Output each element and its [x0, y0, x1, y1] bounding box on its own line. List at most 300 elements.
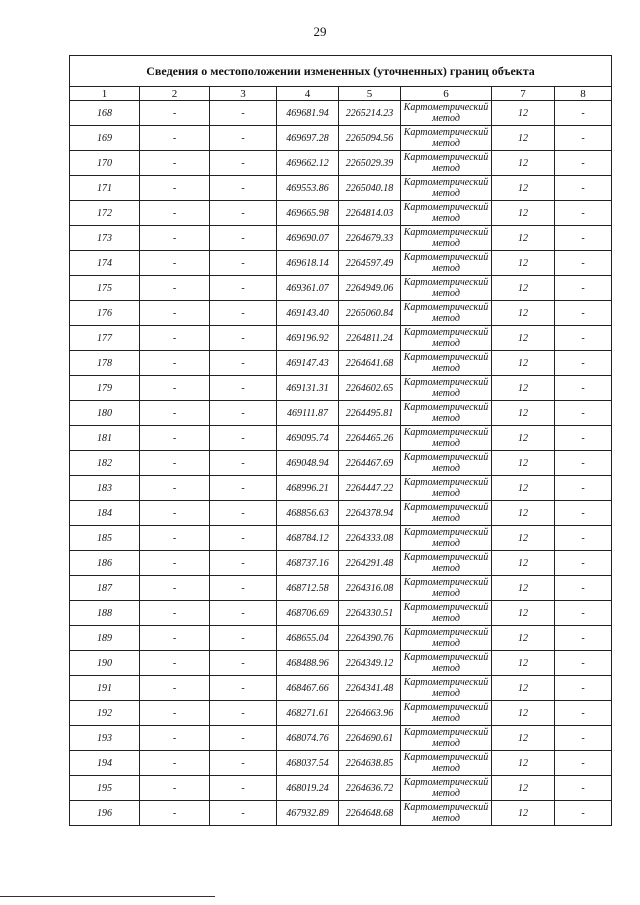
table-row: [70, 351, 612, 376]
table-row: [70, 651, 612, 676]
column-3-cell: -: [210, 201, 277, 226]
method-line-1: Картометрический: [403, 802, 489, 813]
point-number-cell: 173: [70, 226, 140, 251]
column-3-cell: -: [210, 626, 277, 651]
point-number-cell: 171: [70, 176, 140, 201]
y-coordinate-cell: 2264330.51: [339, 601, 401, 626]
column-3-cell: -: [210, 576, 277, 601]
method-cell: [401, 526, 492, 551]
point-number-cell: 196: [70, 801, 140, 826]
column-3-cell: -: [210, 301, 277, 326]
column-8-cell: -: [555, 376, 612, 401]
column-2-cell: -: [140, 276, 210, 301]
table-row: [70, 401, 612, 426]
method-line-1: Картометрический: [403, 177, 489, 188]
x-coordinate-cell: 469143.40: [277, 301, 339, 326]
x-coordinate-cell: 468996.21: [277, 476, 339, 501]
method-line-1: Картометрический: [403, 102, 489, 113]
y-coordinate-cell: 2264597.49: [339, 251, 401, 276]
x-coordinate-cell: 469131.31: [277, 376, 339, 401]
accuracy-cell: 12: [492, 351, 555, 376]
column-2-cell: -: [140, 501, 210, 526]
accuracy-cell: 12: [492, 426, 555, 451]
point-number-cell: 192: [70, 701, 140, 726]
column-2-cell: -: [140, 426, 210, 451]
point-number-cell: 174: [70, 251, 140, 276]
column-2-cell: -: [140, 476, 210, 501]
table-row: [70, 176, 612, 201]
table-row: [70, 576, 612, 601]
method-line-2: метод: [432, 738, 460, 749]
column-3-cell: -: [210, 226, 277, 251]
method-line-1: Картометрический: [403, 227, 489, 238]
point-number-cell: 181: [70, 426, 140, 451]
column-8-cell: -: [555, 301, 612, 326]
point-number-cell: 170: [70, 151, 140, 176]
method-cell: [401, 501, 492, 526]
method-cell: [401, 326, 492, 351]
method-cell: [401, 776, 492, 801]
accuracy-cell: 12: [492, 226, 555, 251]
method-line-1: Картометрический: [403, 252, 489, 263]
method-line-2: метод: [432, 613, 460, 624]
table-row: [70, 276, 612, 301]
y-coordinate-cell: 2264638.85: [339, 751, 401, 776]
point-number-cell: 188: [70, 601, 140, 626]
method-line-1: Картометрический: [403, 602, 489, 613]
method-cell: [401, 376, 492, 401]
point-number-cell: 176: [70, 301, 140, 326]
column-3-cell: -: [210, 451, 277, 476]
column-3-cell: -: [210, 326, 277, 351]
column-2-cell: -: [140, 226, 210, 251]
y-coordinate-cell: 2264814.03: [339, 201, 401, 226]
y-coordinate-cell: 2264378.94: [339, 501, 401, 526]
accuracy-cell: 12: [492, 376, 555, 401]
table-row: [70, 226, 612, 251]
x-coordinate-cell: 468488.96: [277, 651, 339, 676]
column-number-row: [70, 87, 612, 101]
y-coordinate-cell: 2265040.18: [339, 176, 401, 201]
column-2-cell: -: [140, 626, 210, 651]
column-8-cell: -: [555, 151, 612, 176]
method-line-1: Картометрический: [403, 352, 489, 363]
method-line-1: Картометрический: [403, 452, 489, 463]
x-coordinate-cell: 468271.61: [277, 701, 339, 726]
method-line-1: Картометрический: [403, 427, 489, 438]
method-cell: [401, 676, 492, 701]
method-line-2: метод: [432, 538, 460, 549]
column-3-cell: -: [210, 676, 277, 701]
column-3-cell: -: [210, 101, 277, 126]
column-2-cell: -: [140, 801, 210, 826]
method-line-2: метод: [432, 563, 460, 574]
y-coordinate-cell: 2264341.48: [339, 676, 401, 701]
x-coordinate-cell: 469361.07: [277, 276, 339, 301]
method-line-2: метод: [432, 288, 460, 299]
column-2-cell: -: [140, 701, 210, 726]
method-cell: [401, 126, 492, 151]
table-row: [70, 426, 612, 451]
method-cell: [401, 726, 492, 751]
x-coordinate-cell: 469196.92: [277, 326, 339, 351]
accuracy-cell: 12: [492, 251, 555, 276]
accuracy-cell: 12: [492, 451, 555, 476]
table-row: [70, 326, 612, 351]
table-row: [70, 776, 612, 801]
method-line-1: Картометрический: [403, 502, 489, 513]
accuracy-cell: 12: [492, 526, 555, 551]
x-coordinate-cell: 469048.94: [277, 451, 339, 476]
method-line-1: Картометрический: [403, 377, 489, 388]
column-3-cell: -: [210, 376, 277, 401]
point-number-cell: 195: [70, 776, 140, 801]
method-line-1: Картометрический: [403, 152, 489, 163]
accuracy-cell: 12: [492, 776, 555, 801]
point-number-cell: 180: [70, 401, 140, 426]
column-2-cell: -: [140, 176, 210, 201]
y-coordinate-cell: 2265060.84: [339, 301, 401, 326]
column-3-cell: -: [210, 776, 277, 801]
column-3-cell: -: [210, 251, 277, 276]
table-row: [70, 551, 612, 576]
column-3-cell: -: [210, 751, 277, 776]
table-row: [70, 101, 612, 126]
y-coordinate-cell: 2264949.06: [339, 276, 401, 301]
column-3-cell: -: [210, 151, 277, 176]
column-3-cell: -: [210, 426, 277, 451]
column-2-cell: -: [140, 651, 210, 676]
y-coordinate-cell: 2265214.23: [339, 101, 401, 126]
column-8-cell: -: [555, 176, 612, 201]
column-8-cell: -: [555, 126, 612, 151]
x-coordinate-cell: 469095.74: [277, 426, 339, 451]
column-2-cell: -: [140, 451, 210, 476]
column-8-cell: -: [555, 676, 612, 701]
column-2-cell: -: [140, 126, 210, 151]
column-8-cell: -: [555, 401, 612, 426]
column-8-cell: -: [555, 326, 612, 351]
accuracy-cell: 12: [492, 401, 555, 426]
x-coordinate-cell: 467932.89: [277, 801, 339, 826]
method-cell: [401, 151, 492, 176]
column-2-cell: -: [140, 601, 210, 626]
point-number-cell: 184: [70, 501, 140, 526]
method-line-2: метод: [432, 588, 460, 599]
point-number-cell: 169: [70, 126, 140, 151]
boundary-table-container: [69, 55, 611, 826]
column-8-cell: -: [555, 726, 612, 751]
method-cell: [401, 276, 492, 301]
column-8-cell: -: [555, 201, 612, 226]
column-2-cell: -: [140, 551, 210, 576]
x-coordinate-cell: 469147.43: [277, 351, 339, 376]
column-8-cell: -: [555, 276, 612, 301]
accuracy-cell: 12: [492, 301, 555, 326]
table-row: [70, 726, 612, 751]
accuracy-cell: 12: [492, 651, 555, 676]
point-number-cell: 185: [70, 526, 140, 551]
method-cell: [401, 226, 492, 251]
accuracy-cell: 12: [492, 701, 555, 726]
method-line-1: Картометрический: [403, 552, 489, 563]
table-row: [70, 526, 612, 551]
method-cell: [401, 551, 492, 576]
column-2-cell: -: [140, 201, 210, 226]
column-3-cell: -: [210, 526, 277, 551]
accuracy-cell: 12: [492, 726, 555, 751]
table-row: [70, 126, 612, 151]
column-8-cell: -: [555, 651, 612, 676]
table-row: [70, 626, 612, 651]
method-cell: [401, 626, 492, 651]
method-line-2: метод: [432, 363, 460, 374]
point-number-cell: 182: [70, 451, 140, 476]
y-coordinate-cell: 2265029.39: [339, 151, 401, 176]
method-line-2: метод: [432, 313, 460, 324]
column-header: 7: [492, 87, 555, 101]
x-coordinate-cell: 468037.54: [277, 751, 339, 776]
column-3-cell: -: [210, 176, 277, 201]
table-row: [70, 251, 612, 276]
x-coordinate-cell: 469681.94: [277, 101, 339, 126]
method-cell: [401, 476, 492, 501]
point-number-cell: 178: [70, 351, 140, 376]
method-line-1: Картометрический: [403, 277, 489, 288]
accuracy-cell: 12: [492, 126, 555, 151]
y-coordinate-cell: 2264811.24: [339, 326, 401, 351]
accuracy-cell: 12: [492, 751, 555, 776]
accuracy-cell: 12: [492, 551, 555, 576]
table-title: Сведения о местоположении измененных (уточненных) границ объекта: [70, 56, 612, 87]
method-line-2: метод: [432, 163, 460, 174]
column-header: 1: [70, 87, 140, 101]
column-2-cell: -: [140, 251, 210, 276]
method-line-1: Картометрический: [403, 527, 489, 538]
column-8-cell: -: [555, 426, 612, 451]
table-row: [70, 501, 612, 526]
accuracy-cell: 12: [492, 101, 555, 126]
column-8-cell: -: [555, 501, 612, 526]
column-header: 6: [401, 87, 492, 101]
accuracy-cell: 12: [492, 176, 555, 201]
x-coordinate-cell: 469662.12: [277, 151, 339, 176]
column-3-cell: -: [210, 601, 277, 626]
column-2-cell: -: [140, 676, 210, 701]
method-cell: [401, 701, 492, 726]
point-number-cell: 189: [70, 626, 140, 651]
point-number-cell: 172: [70, 201, 140, 226]
method-line-1: Картометрический: [403, 577, 489, 588]
accuracy-cell: 12: [492, 576, 555, 601]
column-8-cell: -: [555, 551, 612, 576]
table-row: [70, 701, 612, 726]
y-coordinate-cell: 2264641.68: [339, 351, 401, 376]
accuracy-cell: 12: [492, 801, 555, 826]
footnote-divider: [0, 896, 215, 897]
column-8-cell: -: [555, 701, 612, 726]
method-cell: [401, 251, 492, 276]
method-line-1: Картометрический: [403, 327, 489, 338]
accuracy-cell: 12: [492, 476, 555, 501]
method-line-2: метод: [432, 513, 460, 524]
y-coordinate-cell: 2264349.12: [339, 651, 401, 676]
column-3-cell: -: [210, 351, 277, 376]
table-row: [70, 476, 612, 501]
accuracy-cell: 12: [492, 151, 555, 176]
column-2-cell: -: [140, 576, 210, 601]
column-2-cell: -: [140, 101, 210, 126]
method-line-1: Картометрический: [403, 727, 489, 738]
method-line-2: метод: [432, 238, 460, 249]
column-8-cell: -: [555, 226, 612, 251]
column-8-cell: -: [555, 601, 612, 626]
column-8-cell: -: [555, 451, 612, 476]
table-row: [70, 201, 612, 226]
column-8-cell: -: [555, 351, 612, 376]
column-8-cell: -: [555, 101, 612, 126]
column-8-cell: -: [555, 801, 612, 826]
method-line-2: метод: [432, 788, 460, 799]
x-coordinate-cell: 468712.58: [277, 576, 339, 601]
method-cell: [401, 351, 492, 376]
column-header: 2: [140, 87, 210, 101]
column-8-cell: -: [555, 476, 612, 501]
method-line-2: метод: [432, 463, 460, 474]
point-number-cell: 183: [70, 476, 140, 501]
y-coordinate-cell: 2264467.69: [339, 451, 401, 476]
table-row: [70, 451, 612, 476]
method-line-2: метод: [432, 813, 460, 824]
column-header: 4: [277, 87, 339, 101]
column-header: 5: [339, 87, 401, 101]
y-coordinate-cell: 2264495.81: [339, 401, 401, 426]
method-cell: [401, 176, 492, 201]
column-2-cell: -: [140, 776, 210, 801]
method-cell: [401, 601, 492, 626]
y-coordinate-cell: 2264690.61: [339, 726, 401, 751]
point-number-cell: 193: [70, 726, 140, 751]
method-line-1: Картометрический: [403, 777, 489, 788]
column-3-cell: -: [210, 551, 277, 576]
point-number-cell: 175: [70, 276, 140, 301]
x-coordinate-cell: 468737.16: [277, 551, 339, 576]
table-body: [70, 101, 612, 826]
method-line-2: метод: [432, 763, 460, 774]
y-coordinate-cell: 2264602.65: [339, 376, 401, 401]
point-number-cell: 186: [70, 551, 140, 576]
method-line-2: метод: [432, 338, 460, 349]
method-line-1: Картометрический: [403, 202, 489, 213]
method-cell: [401, 451, 492, 476]
method-line-2: метод: [432, 488, 460, 499]
x-coordinate-cell: 469697.28: [277, 126, 339, 151]
page-number: 29: [313, 24, 327, 39]
column-2-cell: -: [140, 326, 210, 351]
x-coordinate-cell: 468856.63: [277, 501, 339, 526]
column-3-cell: -: [210, 126, 277, 151]
column-3-cell: -: [210, 401, 277, 426]
column-3-cell: -: [210, 801, 277, 826]
accuracy-cell: 12: [492, 276, 555, 301]
y-coordinate-cell: 2264291.48: [339, 551, 401, 576]
method-cell: [401, 301, 492, 326]
y-coordinate-cell: 2264447.22: [339, 476, 401, 501]
method-line-2: метод: [432, 213, 460, 224]
column-8-cell: -: [555, 251, 612, 276]
column-2-cell: -: [140, 401, 210, 426]
method-cell: [401, 101, 492, 126]
column-2-cell: -: [140, 151, 210, 176]
method-line-2: метод: [432, 188, 460, 199]
column-3-cell: -: [210, 501, 277, 526]
column-8-cell: -: [555, 526, 612, 551]
column-3-cell: -: [210, 276, 277, 301]
method-cell: [401, 576, 492, 601]
x-coordinate-cell: 468019.24: [277, 776, 339, 801]
method-line-1: Картометрический: [403, 627, 489, 638]
point-number-cell: 168: [70, 101, 140, 126]
x-coordinate-cell: 469690.07: [277, 226, 339, 251]
method-line-1: Картометрический: [403, 302, 489, 313]
y-coordinate-cell: 2264648.68: [339, 801, 401, 826]
accuracy-cell: 12: [492, 626, 555, 651]
method-cell: [401, 651, 492, 676]
method-line-2: метод: [432, 438, 460, 449]
table-row: [70, 801, 612, 826]
column-8-cell: -: [555, 751, 612, 776]
method-line-1: Картометрический: [403, 127, 489, 138]
method-cell: [401, 801, 492, 826]
point-number-cell: 194: [70, 751, 140, 776]
method-line-1: Картометрический: [403, 677, 489, 688]
accuracy-cell: 12: [492, 201, 555, 226]
table-row: [70, 151, 612, 176]
method-line-2: метод: [432, 413, 460, 424]
column-8-cell: -: [555, 576, 612, 601]
method-cell: [401, 426, 492, 451]
x-coordinate-cell: 468784.12: [277, 526, 339, 551]
column-2-cell: -: [140, 751, 210, 776]
y-coordinate-cell: 2264679.33: [339, 226, 401, 251]
x-coordinate-cell: 468467.66: [277, 676, 339, 701]
method-line-1: Картометрический: [403, 652, 489, 663]
column-header: 3: [210, 87, 277, 101]
boundary-coordinates-table: [69, 55, 612, 826]
column-2-cell: -: [140, 301, 210, 326]
x-coordinate-cell: 469618.14: [277, 251, 339, 276]
accuracy-cell: 12: [492, 326, 555, 351]
x-coordinate-cell: 468655.04: [277, 626, 339, 651]
table-row: [70, 751, 612, 776]
y-coordinate-cell: 2264636.72: [339, 776, 401, 801]
method-line-2: метод: [432, 688, 460, 699]
x-coordinate-cell: 468706.69: [277, 601, 339, 626]
y-coordinate-cell: 2264333.08: [339, 526, 401, 551]
method-line-2: метод: [432, 663, 460, 674]
point-number-cell: 179: [70, 376, 140, 401]
accuracy-cell: 12: [492, 676, 555, 701]
table-row: [70, 676, 612, 701]
column-2-cell: -: [140, 376, 210, 401]
method-line-2: метод: [432, 388, 460, 399]
method-line-1: Картометрический: [403, 702, 489, 713]
x-coordinate-cell: 469553.86: [277, 176, 339, 201]
x-coordinate-cell: 469665.98: [277, 201, 339, 226]
y-coordinate-cell: 2265094.56: [339, 126, 401, 151]
y-coordinate-cell: 2264390.76: [339, 626, 401, 651]
method-line-1: Картометрический: [403, 477, 489, 488]
